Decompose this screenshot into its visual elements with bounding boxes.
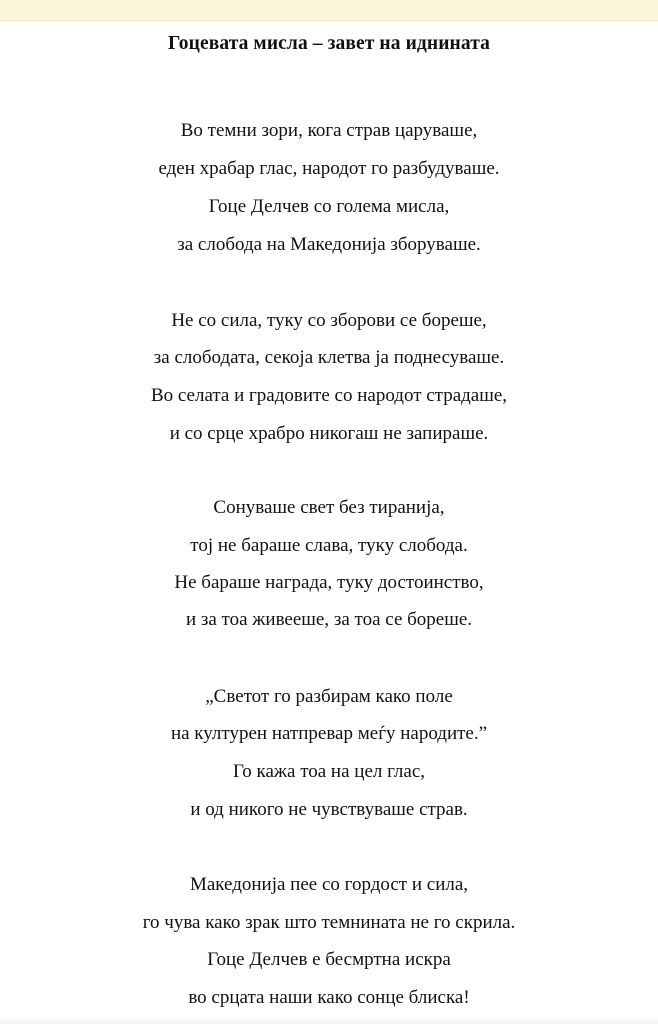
page-bottom-edge xyxy=(0,1016,658,1024)
poem-line: за слобода на Македонија зборуваше. xyxy=(177,234,481,255)
poem-line: Сонуваше свет без тиранија, xyxy=(213,497,445,518)
poem-line: на културен натпревар меѓу народите.” xyxy=(170,723,488,744)
poem-line: Не со сила, туку со зборови се бореше, xyxy=(171,310,487,331)
poem-line: и од никого не чувствуваше страв. xyxy=(190,799,468,820)
poem-line: во срцата наши како сонце блиска! xyxy=(188,987,470,1008)
poem-line: Гоце Делчев со голема мисла, xyxy=(208,196,450,217)
poem-title: Гоцевата мисла – завет на иднината xyxy=(167,33,491,54)
poem-line: „Светот го разбирам како поле xyxy=(205,686,453,707)
poem-line: Во селата и градовите со народот страдаше, xyxy=(150,385,508,406)
poem-line: еден храбар глас, народот го разбудуваше. xyxy=(158,158,500,179)
poem-line: и за тоа живееше, за тоа се бореше. xyxy=(185,609,473,630)
poem-line: тој не бараше слава, туку слобода. xyxy=(190,535,468,556)
poem-line: и со срце храбро никогаш не запираше. xyxy=(169,423,489,444)
poem-line: Го кажа тоа на цел глас, xyxy=(232,761,426,782)
poem-line: Во темни зори, кога страв царуваше, xyxy=(180,120,478,141)
poem-line: Гоце Делчев е бесмртна искра xyxy=(207,949,451,970)
poem-line: за слободата, секоја клетва ја поднесуваше. xyxy=(153,347,505,368)
poem-line: го чува како зрак што темнината не го скрила. xyxy=(142,912,516,933)
poem-line: Македонија пее со гордост и сила, xyxy=(189,874,469,895)
poem-line: Не бараше награда, туку достоинство, xyxy=(174,572,484,593)
